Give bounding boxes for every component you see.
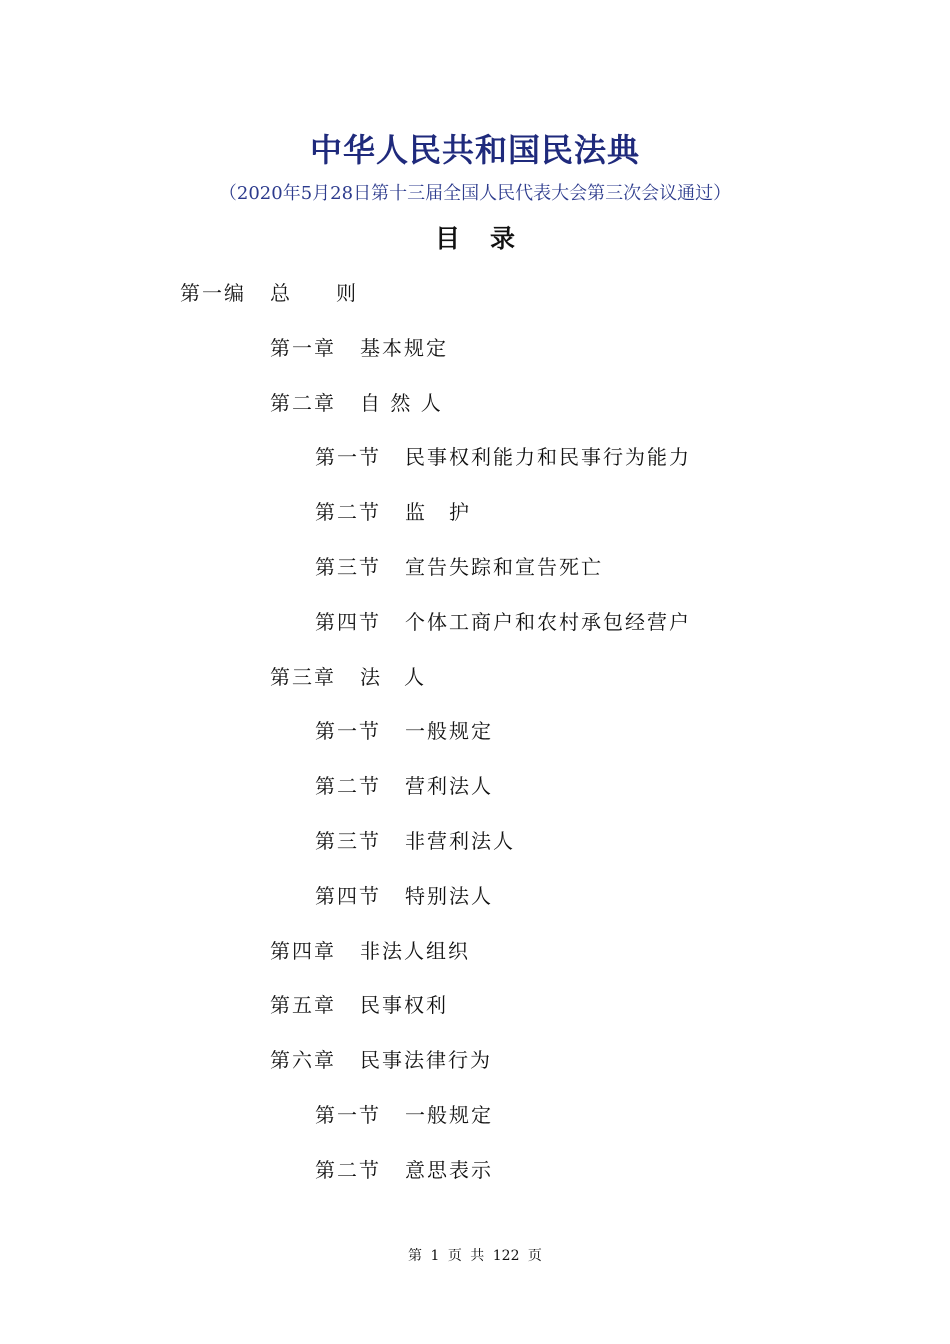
toc-entry[interactable] — [315, 881, 493, 911]
toc-entry-title: 一般规定 — [405, 1103, 493, 1127]
toc-entry-title: 监 护 — [405, 500, 471, 525]
toc-entry-title: 非营利法人 — [405, 829, 515, 853]
toc-entry[interactable] — [315, 716, 493, 746]
toc-entry-number: 第二节 — [315, 500, 381, 525]
toc-entry-title: 个体工商户和农村承包经营户 — [405, 609, 691, 634]
toc-entry[interactable] — [315, 552, 603, 582]
toc-entry[interactable] — [315, 442, 691, 472]
toc-entry-number: 第四节 — [315, 883, 381, 908]
toc-entry-number: 第一章 — [270, 335, 336, 360]
page-footer: 第 1 页 共 122 页 — [408, 1248, 542, 1264]
toc-entry-number: 第三节 — [315, 829, 381, 853]
toc-entry[interactable] — [315, 607, 691, 637]
toc-entry-title: 一般规定 — [405, 719, 493, 744]
toc-entry[interactable] — [315, 1155, 493, 1185]
toc-entry[interactable] — [270, 662, 426, 692]
toc-entry-title: 民事权利 — [360, 993, 448, 1018]
document-subtitle: （2020年5月28日第十三届全国人民代表大会第三次会议通过） — [218, 183, 732, 204]
toc-entry-title: 意思表示 — [405, 1157, 493, 1182]
toc-entry-title: 非法人组织 — [360, 938, 470, 963]
toc-entry[interactable] — [315, 497, 471, 527]
toc-entry-title: 基本规定 — [360, 335, 448, 360]
toc-entry[interactable] — [270, 1045, 492, 1075]
toc-entry-title: 民事权利能力和民事行为能力 — [405, 445, 691, 470]
toc-entry-number: 第二节 — [315, 1157, 381, 1182]
toc-entry[interactable] — [315, 771, 493, 801]
toc-entry-number: 第二节 — [315, 774, 381, 799]
toc-entry-number: 第六章 — [270, 1048, 336, 1073]
toc-entry-number: 第一节 — [315, 445, 381, 470]
toc-entry[interactable] — [315, 826, 515, 856]
toc-entry[interactable] — [270, 990, 448, 1020]
toc-entry[interactable] — [180, 278, 358, 308]
toc-entry-number: 第五章 — [270, 993, 336, 1018]
toc-entry-title: 自 然 人 — [360, 390, 443, 415]
toc-entry-title: 总 则 — [270, 281, 358, 305]
toc-entry-number: 第二章 — [270, 390, 336, 415]
toc-entry-title: 民事法律行为 — [360, 1048, 492, 1073]
toc-heading-char-1: 目 — [434, 224, 460, 253]
toc-entry-number: 第四节 — [315, 609, 381, 634]
toc-entry-title: 宣告失踪和宣告死亡 — [405, 555, 603, 579]
toc-entry-title: 特别法人 — [405, 883, 493, 908]
toc-entry-title: 法 人 — [360, 664, 426, 689]
toc-entry-number: 第一节 — [315, 719, 381, 744]
toc-entry-number: 第三节 — [315, 555, 381, 579]
toc-entry-number: 第三章 — [270, 664, 336, 689]
toc-entry[interactable] — [270, 388, 443, 418]
toc-entry[interactable] — [315, 1100, 493, 1130]
document-title: 中华人民共和国民法典 — [309, 131, 640, 169]
toc-entry-title: 营利法人 — [405, 774, 493, 799]
toc-entry-number: 第一编 — [180, 281, 246, 305]
toc-entry[interactable] — [270, 333, 448, 363]
toc-heading-char-2: 录 — [490, 224, 516, 253]
toc-entry[interactable] — [270, 936, 470, 966]
toc-entry-number: 第四章 — [270, 938, 336, 963]
toc-entry-number: 第一节 — [315, 1103, 381, 1127]
